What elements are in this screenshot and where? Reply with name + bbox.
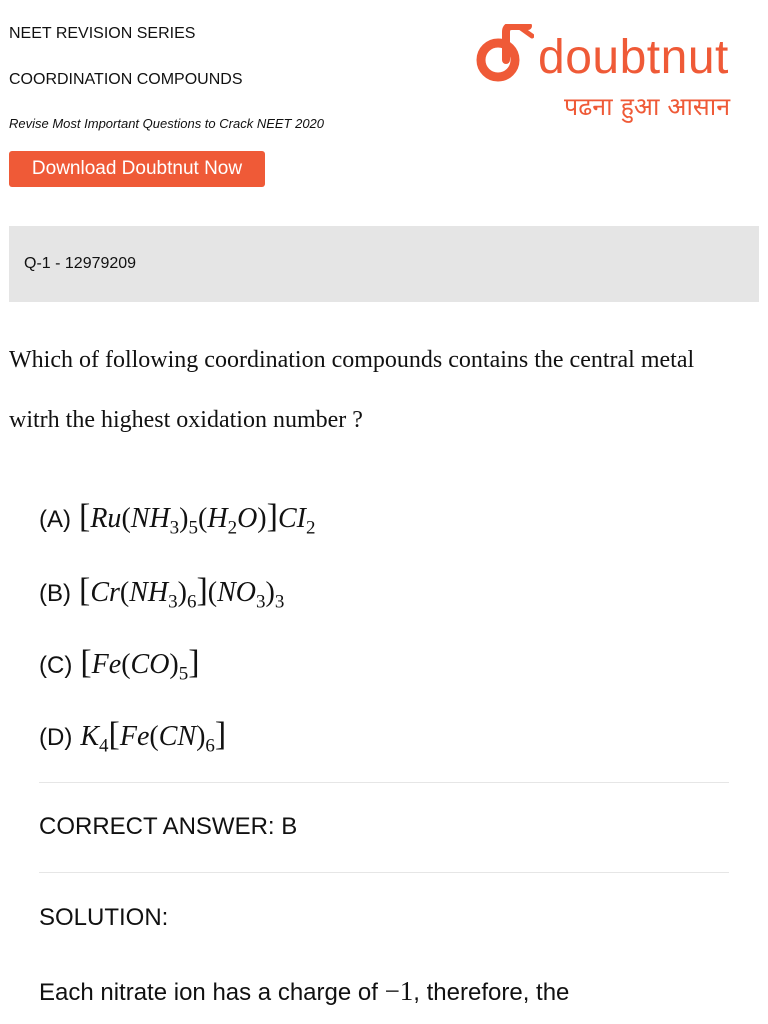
doubtnut-logo[interactable]	[472, 24, 762, 124]
option-c-formula: $[Fe(CO)_5]$	[80, 644, 200, 685]
option-a-formula: $[Ru(NH_3)_5(H_2O)]CI_2$	[79, 498, 316, 539]
divider	[39, 872, 729, 873]
tagline: Revise Most Important Questions to Crack NEET 2020	[9, 116, 325, 131]
download-button[interactable]: Download Doubtnut Now	[9, 151, 265, 187]
solution-text-end: , therefore, the	[413, 979, 570, 1006]
option-d[interactable]	[39, 716, 226, 760]
option-b-formula: $[Cr(NH_3)_6](NO_3)_3$	[79, 572, 285, 613]
option-d-label: (D)	[39, 724, 73, 751]
series-title: NEET REVISION SERIES	[9, 25, 196, 42]
option-c-label: (C)	[39, 652, 73, 679]
doubtnut-logo-icon	[472, 24, 534, 86]
question-id: Q-1 - 12979209	[24, 255, 137, 272]
divider	[39, 782, 729, 783]
correct-answer: CORRECT ANSWER: B	[39, 813, 298, 840]
option-b-label: (B)	[39, 580, 71, 607]
question-text: Which of following coordination compounds contains the central metal witrh the highest oxidation number ?	[9, 347, 695, 433]
option-a-label: (A)	[39, 506, 71, 533]
question-id-bar	[9, 226, 759, 302]
option-b[interactable]	[39, 572, 284, 616]
option-a[interactable]	[39, 498, 315, 542]
logo-wordmark: doubtnut	[538, 31, 729, 84]
option-c[interactable]	[39, 644, 200, 688]
solution-heading: SOLUTION:	[39, 904, 169, 931]
option-d-formula: $K_4[Fe(CN)_6]$	[80, 716, 227, 757]
solution-math: −1	[384, 976, 414, 1006]
topic-title: COORDINATION COMPOUNDS	[9, 71, 243, 88]
logo-hindi-tagline: पढना हुआ आसान	[564, 92, 731, 121]
solution-text-start: Each nitrate ion has a charge of	[39, 979, 385, 1006]
solution-text	[39, 976, 569, 1007]
